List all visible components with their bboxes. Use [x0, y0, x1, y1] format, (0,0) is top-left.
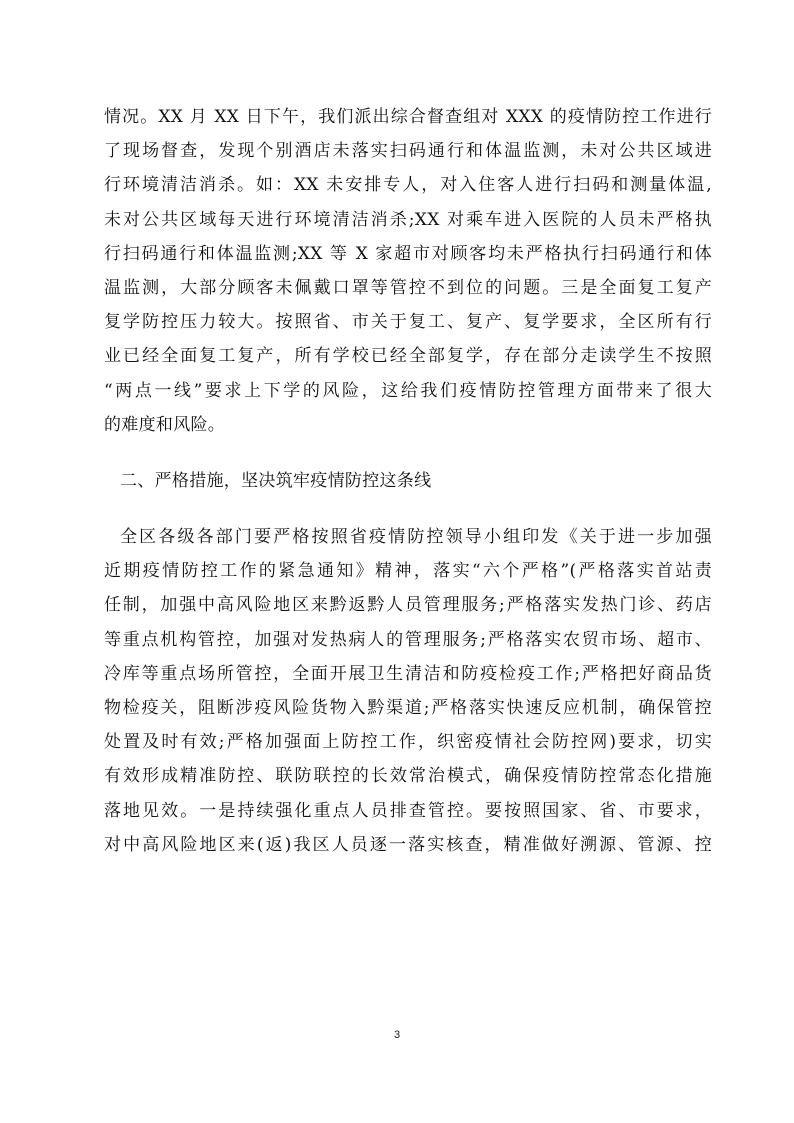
paragraph-measures: [104, 520, 712, 862]
text-line: 业已经全面复工复产，所有学校已经全部复学，存在部分走读学生不按照: [104, 346, 712, 367]
text-line: 冷库等重点场所管控，全面开展卫生清洁和防疫检疫工作;严格把好商品货: [104, 663, 712, 684]
text-line: 全区各级各部门要严格按照省疫情防控领导小组印发《关于进一步加强: [120, 527, 712, 548]
page-number: 3: [393, 1029, 401, 1041]
text-line: 物检疫关，阻断涉疫风险货物入黔渠道;严格落实快速反应机制，确保管控: [104, 698, 712, 718]
text-line: 了现场督查，发现个别酒店未落实扫码通行和体温监测，未对公共区域进: [104, 141, 712, 162]
text-line: 复学防控压力较大。按照省、市关于复工、复产、复学要求，全区所有行: [104, 312, 712, 333]
page-body: [104, 100, 712, 862]
text-line: 情况。XX 月 XX 日下午，我们派出综合督查组对 XXX 的疫情防控工作进行: [104, 107, 712, 127]
text-line: 未对公共区域每天进行环境清洁消杀;XX 对乘车进入医院的人员未严格执: [104, 209, 712, 230]
paragraph-gap: [104, 442, 712, 464]
text-line: 的难度和风险。: [104, 414, 226, 435]
text-line: 落地见效。一是持续强化重点人员排查管控。要按照国家、省、市要求，: [104, 800, 712, 821]
paragraph-situation: [104, 100, 712, 442]
text-line: 有效形成精准防控、联防联控的长效常治模式，确保疫情防控常态化措施: [104, 766, 712, 787]
text-line: 近期疫情防控工作的紧急通知》精神，落实“六个严格”(严格落实首站责: [104, 561, 712, 582]
text-line: 等重点机构管控，加强对发热病人的管理服务;严格落实农贸市场、超市、: [104, 629, 712, 650]
paragraph-gap: [104, 498, 712, 520]
text-line: 任制，加强中高风险地区来黔返黔人员管理服务;严格落实发热门诊、药店: [104, 595, 712, 616]
text-line: “两点一线”要求上下学的风险，这给我们疫情防控管理方面带来了很大: [104, 380, 712, 401]
text-line: 行环境清洁消杀。如：XX 未安排专人，对入住客人进行扫码和测量体温,: [104, 175, 712, 196]
text-line: 行扫码通行和体温监测;XX 等 X 家超市对顾客均未严格执行扫码通行和体: [104, 243, 712, 264]
text-line: 温监测，大部分顾客未佩戴口罩等管控不到位的问题。三是全面复工复产: [104, 277, 712, 298]
text-line: 处置及时有效;严格加强面上防控工作，织密疫情社会防控网)要求，切实: [104, 732, 712, 753]
section-heading: 二、严格措施，坚决筑牢疫情防控这条线: [120, 470, 432, 491]
text-line: 对中高风险地区来(返)我区人员逐一落实核查，精准做好溯源、管源、控: [104, 834, 712, 855]
